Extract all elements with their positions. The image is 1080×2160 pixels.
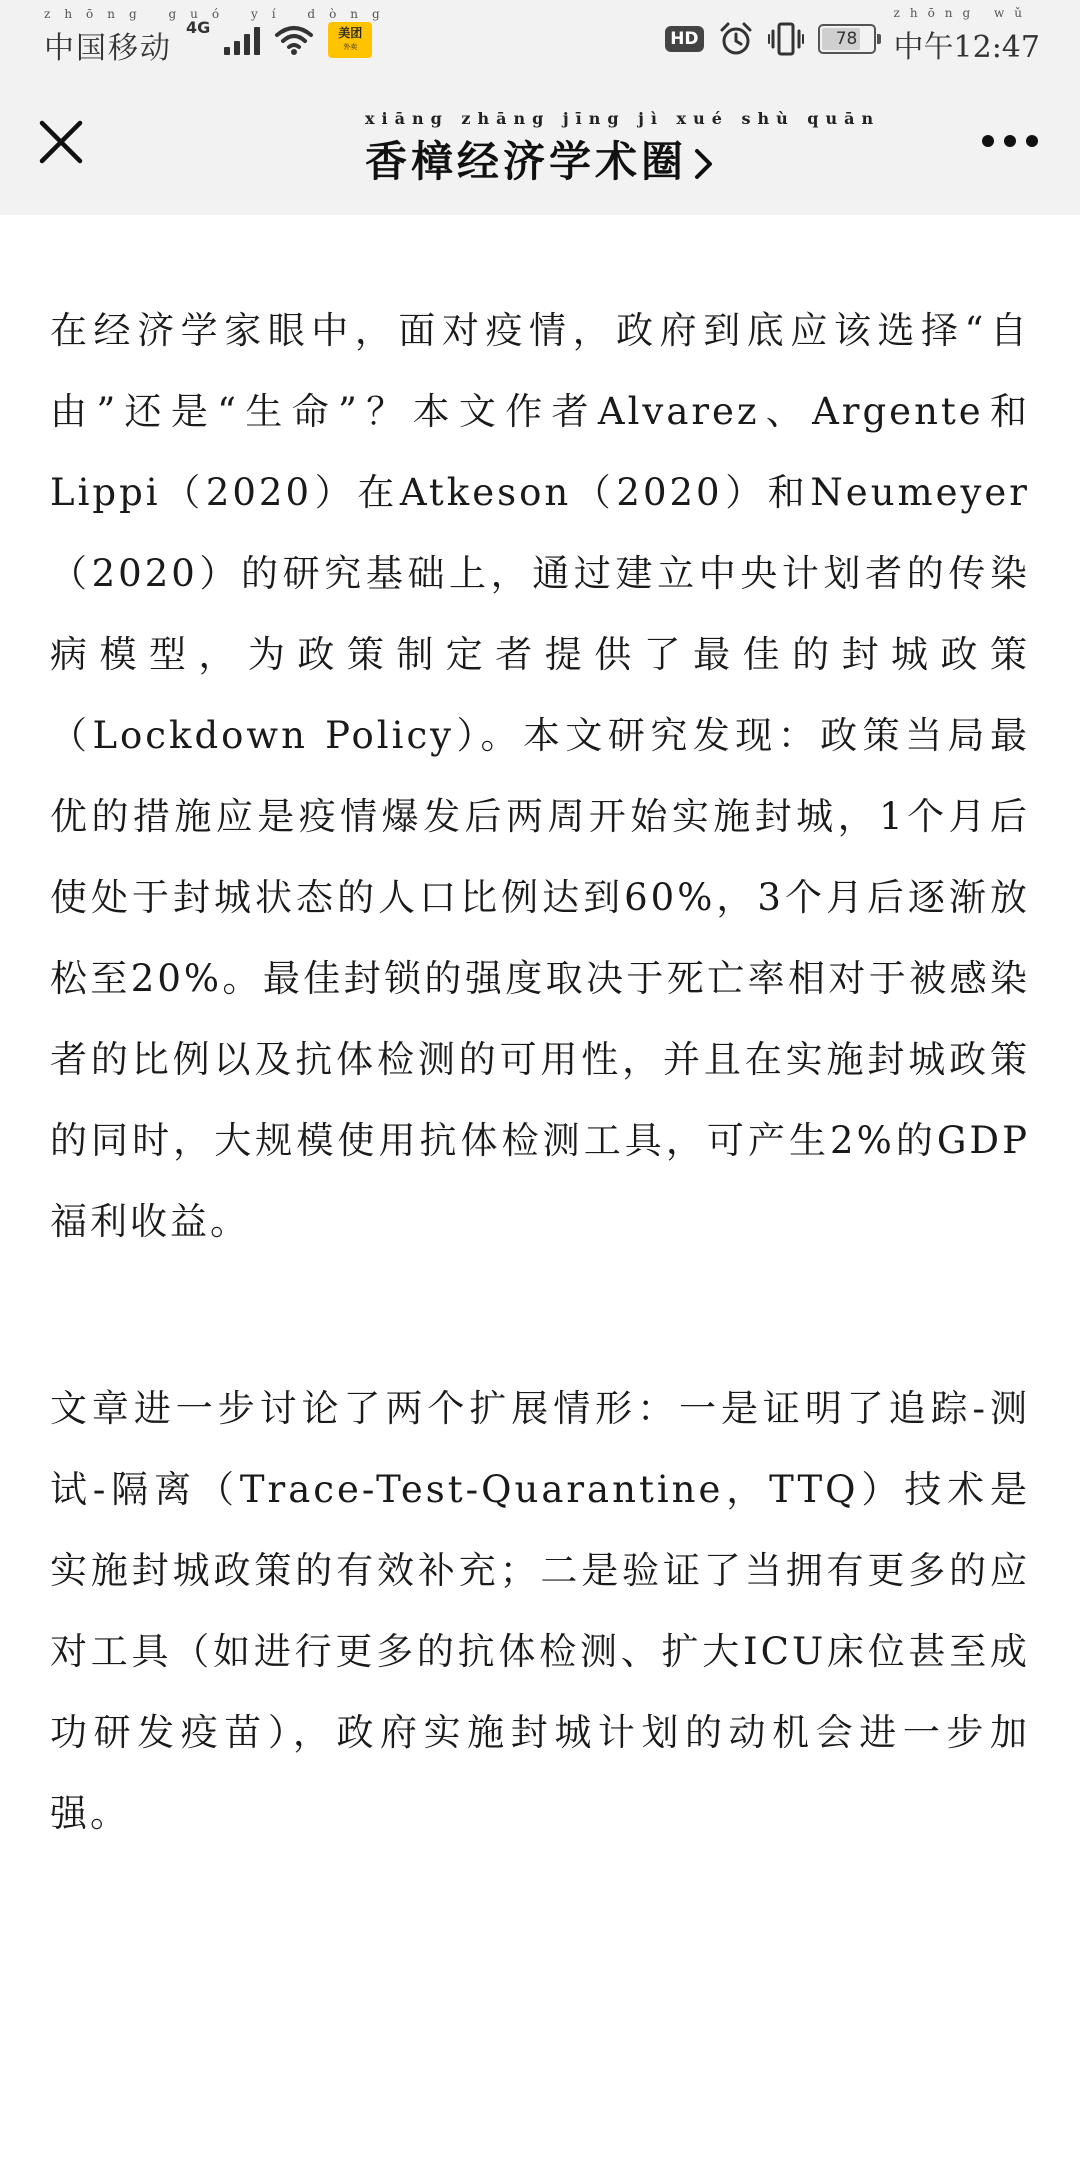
clock-pinyin: zhōng wǔ: [893, 6, 1033, 20]
status-right: [665, 6, 1040, 65]
article-body: [50, 290, 1030, 1854]
hd-badge: HD: [665, 26, 703, 52]
chevron-right-icon[interactable]: [693, 147, 715, 181]
account-title-pinyin: xiāng zhāng jīng jì xué shù quān: [364, 109, 881, 128]
battery-level: 78: [835, 29, 858, 49]
battery-icon: [818, 24, 876, 54]
network-type: 4G: [186, 18, 211, 37]
account-title-text: 香樟经济学术圈: [364, 137, 687, 186]
meituan-app-icon: [328, 22, 372, 58]
meituan-sub-label: 外卖: [343, 42, 358, 51]
vibrate-icon: [768, 21, 804, 57]
alarm-icon: [718, 21, 754, 57]
signal-icon: [224, 25, 260, 55]
article-paragraph-2: 文章进一步讨论了两个扩展情形：一是证明了追踪-测试-隔离（Trace-Test-Quarantine，TTQ）技术是实施封城政策的有效补充；二是验证了当拥有更多的应对工具（如进行更多的抗体检测、扩大ICU床位甚至成功研发疫苗），政府实施封城计划的动机会进一步加强。: [50, 1387, 1030, 1835]
status-bar: [0, 0, 1080, 75]
status-left: [44, 6, 394, 67]
wifi-icon: [274, 24, 314, 56]
meituan-label: 美团: [338, 25, 363, 40]
carrier-label: 中国移动: [44, 30, 172, 66]
carrier-pinyin: zhōng guó yí dòng: [44, 6, 394, 21]
nav-bar: [0, 75, 1080, 215]
more-icon[interactable]: [980, 131, 1040, 151]
account-title[interactable]: [364, 109, 881, 189]
clock-time: 中午12:47: [893, 30, 1040, 65]
article-paragraph-1: 在经济学家眼中，面对疫情，政府到底应该选择“自由”还是“生命”？本文作者Alvarez、Argente和Lippi（2020）在Atkeson（2020）和Neumeyer（2020）的研究基础上，通过建立中央计划者的传染病模型，为政策制定者提供了最佳的封城政策（Lockdown Policy）。本文研究发现：政策当局最优的措施应是疫情爆发后两周开始实施封城，1个月后使处于封城状态的人口比例达到60%，3个月后逐渐放松至20%。最佳封锁的强度取决于死亡率相对于被感染者的比例以及抗体检测的可用性，并且在实施封城政策的同时，大规模使用抗体检测工具，可产生2%的GDP福利收益。: [50, 309, 1030, 1243]
clock: [893, 6, 1040, 66]
title-wrap: [0, 109, 1080, 189]
